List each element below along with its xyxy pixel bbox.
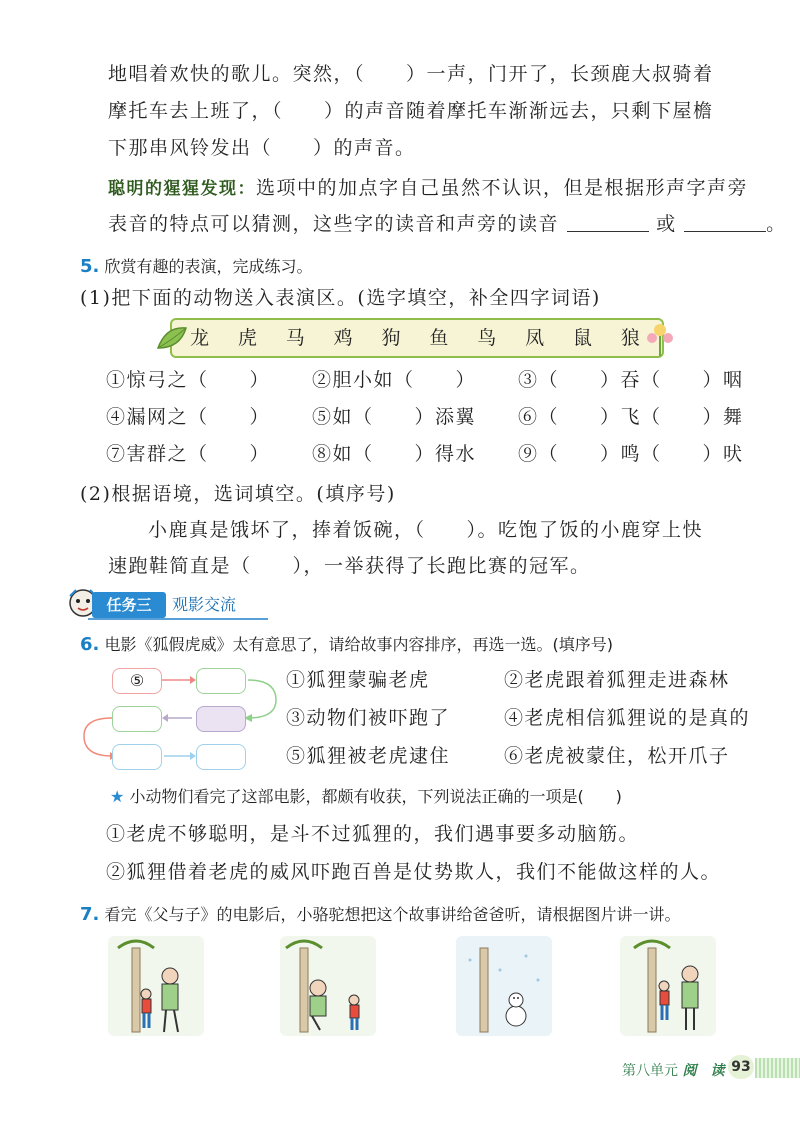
animal-item[interactable]: 鼠 <box>573 326 593 349</box>
context-line-2: 速跑鞋简直是（ ），一举获得了长跑比赛的冠军。 <box>108 555 591 577</box>
animal-item[interactable]: 龙 <box>190 326 210 349</box>
paragraph-line-3: 下那串风铃发出（ ）的声音。 <box>108 137 416 159</box>
q6-choice-2[interactable]: ②狐狸借着老虎的威风吓跑百兽是仗势欺人，我们不能做这样的人。 <box>106 861 722 883</box>
footer-unit-text: 第八单元 <box>622 1063 678 1079</box>
task-title: 观影交流 <box>172 595 237 614</box>
q6-number: 6. <box>80 634 100 655</box>
q7-number: 7. <box>80 904 100 925</box>
idiom-item-4[interactable]: ④漏网之（ ） <box>106 406 271 428</box>
sequence-box-5[interactable] <box>112 744 162 770</box>
story-option-2: ②老虎跟着狐狸走进森林 <box>504 669 730 691</box>
sequence-box-1-value: ⑤ <box>129 671 145 690</box>
story-option-4: ④老虎相信狐狸说的是真的 <box>504 707 751 729</box>
q5-sub2: (2)根据语境，选词填空。(填序号) <box>80 483 396 505</box>
sequence-box-4[interactable] <box>196 706 246 732</box>
q6-question-text: 小动物们看完了这部电影，都颇有收获，下列说法正确的一项是( ) <box>129 787 622 806</box>
animal-list <box>190 322 640 350</box>
footer-section: 阅 读 <box>682 1063 725 1079</box>
story-option-1: ①狐狸蒙骗老虎 <box>286 669 430 691</box>
page-number: 93 <box>728 1055 754 1079</box>
task-underline <box>88 618 268 620</box>
q7-header <box>80 904 680 926</box>
task-tag: 任务三 <box>92 592 166 618</box>
flower-icon <box>640 318 680 358</box>
sequence-box-6[interactable] <box>196 744 246 770</box>
leaf-icon <box>152 318 192 362</box>
paragraph-line-1: 地唱着欢快的歌儿。突然，（ ）一声，门开了，长颈鹿大叔骑着 <box>108 63 714 85</box>
q5-title: 欣赏有趣的表演，完成练习。 <box>104 257 313 276</box>
idiom-item-5[interactable]: ⑤如（ ）添翼 <box>312 406 477 428</box>
sequence-box-1[interactable] <box>112 668 162 694</box>
idiom-item-1[interactable]: ①惊弓之（ ） <box>106 369 271 391</box>
comic-panel-2 <box>280 936 376 1036</box>
q6-choice-1[interactable]: ①老虎不够聪明，是斗不过狐狸的，我们遇事要多动脑筋。 <box>106 823 640 845</box>
animal-item[interactable]: 鸟 <box>477 326 497 349</box>
idiom-item-3[interactable]: ③（ ）吞（ ）咽 <box>518 369 744 391</box>
paragraph-line-2: 摩托车去上班了，（ ）的声音随着摩托车渐渐远去，只剩下屋檐 <box>108 100 714 122</box>
animal-item[interactable]: 狗 <box>381 326 401 349</box>
clever-label: 聪明的猩猩发现： <box>108 179 256 199</box>
idiom-item-7[interactable]: ⑦害群之（ ） <box>106 443 271 465</box>
footer-unit <box>622 1060 724 1080</box>
clever-end: 。 <box>766 213 787 235</box>
story-option-6: ⑥老虎被蒙住，松开爪子 <box>504 745 730 767</box>
q6-header <box>80 634 613 656</box>
idiom-item-9[interactable]: ⑨（ ）鸣（ ）吠 <box>518 443 744 465</box>
answer-blank-1[interactable] <box>567 213 649 232</box>
idiom-item-6[interactable]: ⑥（ ）飞（ ）舞 <box>518 406 744 428</box>
animal-item[interactable]: 凤 <box>525 326 545 349</box>
clever-text-2: 表音的特点可以猜测，这些字的读音和声旁的读音 <box>108 213 560 235</box>
sequence-arrows <box>72 660 282 780</box>
answer-blank-2[interactable] <box>684 213 766 232</box>
animal-item[interactable]: 鸡 <box>333 326 353 349</box>
comic-panel-4 <box>620 936 716 1036</box>
idiom-item-8[interactable]: ⑧如（ ）得水 <box>312 443 477 465</box>
q5-number: 5. <box>80 256 100 277</box>
sequence-box-3[interactable] <box>112 706 162 732</box>
star-icon: ★ <box>110 787 125 806</box>
comic-panel-1 <box>108 936 204 1036</box>
q6-question <box>110 786 622 808</box>
q5-sub1: (1)把下面的动物送入表演区。(选字填空，补全四字词语) <box>80 287 601 309</box>
q7-title: 看完《父与子》的电影后，小骆驼想把这个故事讲给爸爸听，请根据图片讲一讲。 <box>104 905 681 924</box>
comic-panel-3 <box>456 936 552 1036</box>
animal-item[interactable]: 虎 <box>237 326 257 349</box>
footer-stripes <box>755 1058 800 1078</box>
story-option-3: ③动物们被吓跑了 <box>286 707 451 729</box>
sequence-box-2[interactable] <box>196 668 246 694</box>
animal-item[interactable]: 马 <box>285 326 305 349</box>
animal-item[interactable]: 鱼 <box>429 326 449 349</box>
idiom-item-2[interactable]: ②胆小如（ ） <box>312 369 477 391</box>
clever-text-1: 选项中的加点字自己虽然不认识，但是根据形声字声旁 <box>256 177 749 199</box>
animal-item[interactable]: 狼 <box>620 326 640 349</box>
context-line-1: 小鹿真是饿坏了，捧着饭碗，（ ）。吃饱了饭的小鹿穿上快 <box>148 519 704 541</box>
q6-title: 电影《狐假虎威》太有意思了，请给故事内容排序，再选一选。(填序号) <box>104 635 613 654</box>
story-option-5: ⑤狐狸被老虎逮住 <box>286 745 451 767</box>
q5-header <box>80 256 312 278</box>
clever-line-2 <box>108 212 787 236</box>
clever-line-1 <box>108 176 748 201</box>
clever-or: 或 <box>656 213 677 235</box>
